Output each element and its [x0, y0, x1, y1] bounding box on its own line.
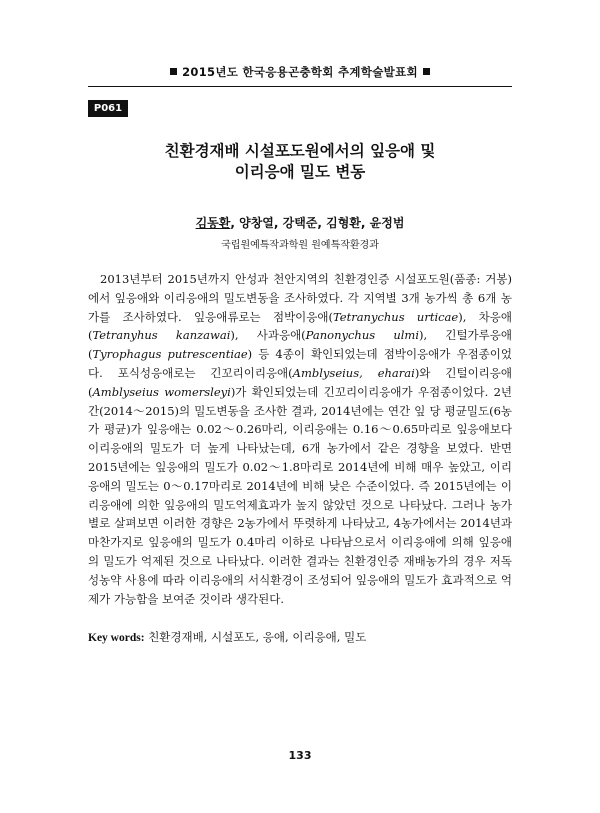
conference-title: 2015년도 한국응용곤충학회 추계학술발표회 — [182, 65, 418, 79]
square-bullet-icon — [170, 68, 177, 75]
author-list — [88, 214, 512, 231]
paper-code-badge: P061 — [88, 100, 128, 117]
species-name: Amblyseius womersleyi — [92, 384, 231, 399]
species-name: Panonychus ulmi — [305, 328, 419, 343]
species-name: Tetranychus urticae — [333, 309, 459, 324]
title-line-1: 친환경재배 시설포도원에서의 잎응애 및 — [164, 142, 436, 160]
keywords — [88, 629, 512, 645]
species-name: Tetranyhus kanzawai — [92, 328, 231, 343]
page-number: 133 — [288, 749, 312, 762]
species-name: Amblyseius, eharai — [292, 365, 415, 380]
first-author: 김동환 — [195, 216, 231, 230]
affiliation: 국립원예특작과학원 원예특작환경과 — [221, 240, 379, 251]
square-bullet-icon — [423, 68, 430, 75]
keywords-list: 친환경재배, 시설포도, 응애, 이리응애, 밀도 — [144, 630, 367, 644]
keywords-label: Key words: — [88, 632, 145, 644]
header-rule — [88, 86, 512, 87]
abstract-text: 2013년부터 2015년까지 안성과 천안지역의 친환경인증 시설포도원(품종: 거봉)에서 잎응애와 이리응애의 밀도변동을 조사하였다. 각 지역별 3개 농가씩 총 6개 농가를 조사하였다. 잎응애류로는 점박이응애(Tetranychus urticae), 차응애(Tetranyhus kanzawai), 사과응애(Panonychus ulmi), 긴털가루응애(Tyrophagus putrescentiae) 등 4종이 확인되었는데 점박이응애가 우점종이었다. 포식성응애로는 긴꼬리이리응애(Amblyseius, eharai)와 긴털이리응애(Amblyseius womersleyi)가 확인되었는데 긴꼬리이리응애가 우점종이었다. 2년간(2014～2015)의 밀도변동을 조사한 결과, 2014년에는 연간 잎 당 평균밀도(6농가 평균)가 잎응애는 0.02～0.26마리, 이리응애는 0.16～0.65마리로 잎응애보다 이리응애의 밀도가 더 높게 나타났는데, 6개 농가에서 같은 경향을 보였다. 반면 2015년에는 잎응애의 밀도가 0.02～1.8마리로 2014년에 비해 매우 높았고, 이리응애의 밀도는 0～0.17마리로 2014년에 비해 낮은 수준이었다. 즉 2015년에는 이리응애에 의한 잎응애의 밀도억제효과가 높지 않았던 것으로 나타났다. 그러나 농가별로 살펴보면 이러한 경향은 2농가에서 뚜렷하게 나타났고, 4농가에서는 2014년과 마찬가지로 잎응애의 밀도가 0.4마리 이하로 나타남으로서 이리응애에 의해 잎응애의 밀도가 억제된 것으로 나타났다. 이러한 결과는 친환경인증 재배농가의 경우 저독성농약 사용에 따라 이리응애의 서식환경이 조성되어 잎응애의 밀도가 효과적으로 억제가 가능함을 보여준 것이라 생각된다. — [88, 272, 513, 606]
conference-header — [88, 64, 512, 80]
title-line-2: 이리응애 밀도 변동 — [234, 163, 366, 181]
paper-title — [88, 141, 512, 183]
co-authors: , 양창열, 강택준, 김형환, 윤정범 — [230, 216, 405, 230]
species-name: Tyrophagus putrescentiae — [92, 347, 248, 362]
